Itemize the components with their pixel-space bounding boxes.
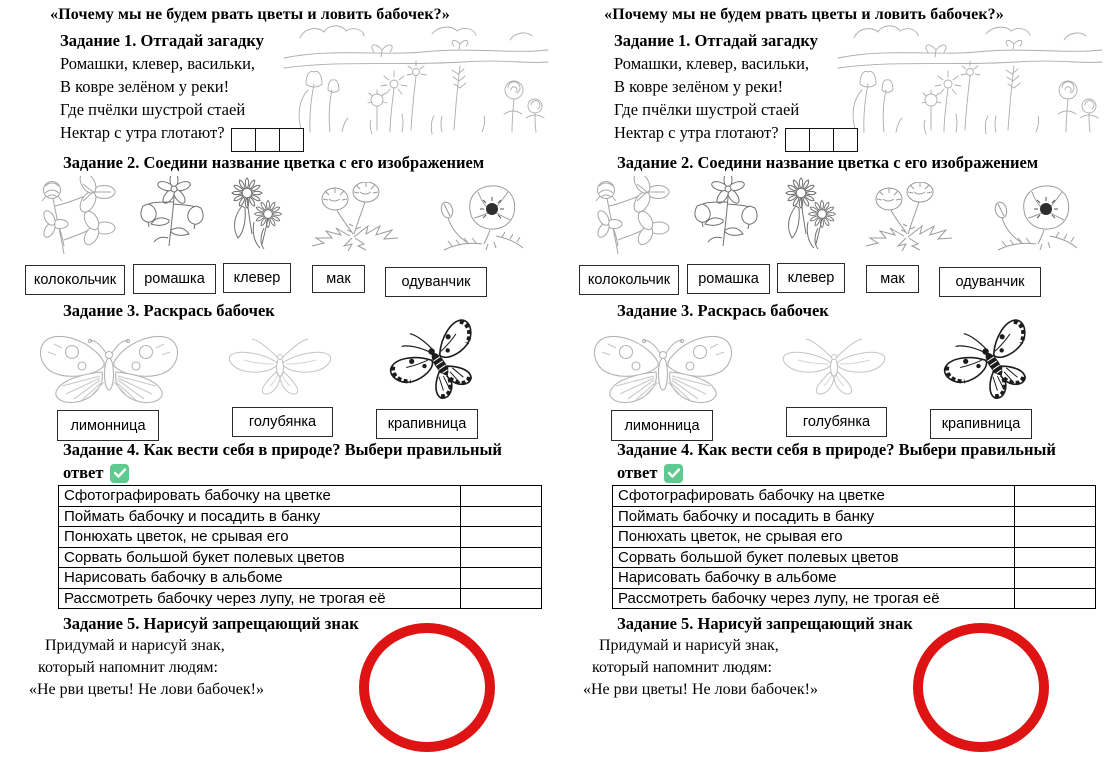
riddle-line: Где пчёлки шустрой стаей [614, 100, 800, 119]
brimstone-butterfly-drawing[interactable] [32, 328, 186, 408]
task5-line: Придумай и нарисуй знак, [45, 637, 225, 654]
label-text: крапивница [941, 416, 1021, 432]
answer-cell[interactable] [834, 129, 857, 151]
label-text: голубянка [802, 414, 871, 430]
task1-riddle [614, 52, 809, 144]
table-row [59, 527, 542, 548]
label-text: лимонница [624, 417, 700, 434]
table-row [613, 588, 1096, 609]
table-row [59, 547, 542, 568]
flower-label-oduvanchik[interactable] [385, 267, 487, 297]
task4-heading [63, 440, 502, 483]
answer-checkbox-cell[interactable] [461, 568, 542, 589]
flower-label-romashka[interactable] [687, 264, 770, 294]
task3-heading: Задание 3. Раскрась бабочек [617, 301, 829, 320]
answer-checkbox-cell[interactable] [1015, 547, 1096, 568]
riddle-line: Нектар с утра глотают? [60, 123, 225, 142]
worksheet-copy [554, 0, 1108, 776]
flower-label-klever[interactable] [777, 263, 845, 293]
behavior-option: Сфотографировать бабочку на цветке [59, 486, 461, 507]
answer-cell[interactable] [256, 129, 280, 151]
checkmark-icon [664, 464, 683, 483]
label-text: одуванчик [401, 274, 471, 290]
bellflower-drawing[interactable] [135, 176, 211, 248]
task3-heading: Задание 3. Раскрась бабочек [63, 301, 275, 320]
task4-table [612, 485, 1096, 609]
behavior-option: Понюхать цветок, не срывая его [59, 527, 461, 548]
flower-label-kolokolchik[interactable] [579, 265, 679, 295]
table-row [613, 506, 1096, 527]
poppy-drawing[interactable] [984, 180, 1080, 252]
label-text: крапивница [387, 416, 467, 432]
flower-label-mak[interactable] [312, 265, 365, 293]
prohibition-circle[interactable] [356, 621, 498, 755]
table-row [613, 568, 1096, 589]
answer-checkbox-cell[interactable] [1015, 506, 1096, 527]
blue-butterfly-drawing[interactable] [778, 336, 890, 402]
task4-heading-line1: Задание 4. Как вести себя в природе? Выбери правильный [63, 440, 502, 459]
flower-label-romashka[interactable] [133, 264, 216, 294]
butterfly-label-limonnitsa [57, 410, 159, 441]
task1-heading: Задание 1. Отгадай загадку [614, 31, 818, 50]
task1-answer-boxes[interactable] [231, 128, 304, 152]
task1-heading: Задание 1. Отгадай загадку [60, 31, 264, 50]
answer-cell[interactable] [810, 129, 834, 151]
task5-line: «Не рви цветы! Не лови бабочек!» [29, 681, 264, 698]
answer-checkbox-cell[interactable] [461, 486, 542, 507]
daisy-drawing[interactable] [224, 176, 286, 250]
behavior-option: Поймать бабочку и посадить в банку [59, 506, 461, 527]
answer-checkbox-cell[interactable] [1015, 588, 1096, 609]
answer-checkbox-cell[interactable] [1015, 527, 1096, 548]
behavior-option: Сорвать большой букет полевых цветов [59, 547, 461, 568]
task4-table [58, 485, 542, 609]
task4-heading-line2: ответ [617, 463, 658, 482]
worksheet-title: «Почему мы не будем рвать цветы и ловить бабочек?» [50, 6, 450, 23]
riddle-line: Ромашки, клевер, васильки, [614, 54, 810, 73]
label-text: голубянка [248, 414, 317, 430]
label-text: лимонница [70, 417, 146, 434]
dandelion-drawing[interactable] [308, 182, 402, 252]
flower-label-oduvanchik[interactable] [939, 267, 1041, 297]
answer-checkbox-cell[interactable] [461, 588, 542, 609]
answer-checkbox-cell[interactable] [461, 527, 542, 548]
label-text: клевер [787, 270, 835, 286]
task5-line: который напомнит людям: [592, 659, 772, 676]
behavior-option: Нарисовать бабочку в альбоме [613, 568, 1015, 589]
butterfly-label-golubyanka [786, 407, 887, 437]
table-row [59, 588, 542, 609]
answer-checkbox-cell[interactable] [461, 506, 542, 527]
task1-riddle [60, 52, 255, 144]
task1-answer-boxes[interactable] [785, 128, 858, 152]
meadow-illustration [836, 22, 1104, 135]
answer-cell[interactable] [232, 129, 256, 151]
label-text: мак [326, 271, 351, 287]
task5-heading: Задание 5. Нарисуй запрещающий знак [617, 614, 913, 633]
bellflower-drawing[interactable] [689, 176, 765, 248]
poppy-drawing[interactable] [430, 180, 526, 252]
flower-label-kolokolchik[interactable] [25, 265, 125, 295]
table-row [613, 486, 1096, 507]
riddle-line: В ковре зелёном у реки! [60, 77, 230, 96]
clover-drawing[interactable] [587, 176, 675, 258]
behavior-option: Поймать бабочку и посадить в банку [613, 506, 1015, 527]
task5-line: Придумай и нарисуй знак, [599, 637, 779, 654]
answer-checkbox-cell[interactable] [1015, 568, 1096, 589]
label-text: мак [880, 271, 905, 287]
task4-heading-line1: Задание 4. Как вести себя в природе? Выбери правильный [617, 440, 1056, 459]
riddle-line: В ковре зелёном у реки! [614, 77, 784, 96]
answer-cell[interactable] [786, 129, 810, 151]
answer-checkbox-cell[interactable] [1015, 486, 1096, 507]
table-row [59, 486, 542, 507]
task2-heading: Задание 2. Соедини название цветка с его изображением [617, 153, 1039, 172]
meadow-illustration [282, 22, 550, 135]
task4-heading [617, 440, 1056, 483]
table-row [613, 547, 1096, 568]
prohibition-circle[interactable] [910, 621, 1052, 755]
butterfly-label-krapivnitsa [376, 409, 478, 439]
butterfly-label-golubyanka [232, 407, 333, 437]
flower-label-mak[interactable] [866, 265, 919, 293]
label-text: клевер [233, 270, 281, 286]
brimstone-butterfly-drawing[interactable] [586, 328, 740, 408]
label-text: колокольчик [587, 272, 671, 288]
behavior-option: Рассмотреть бабочку через лупу, не трогая её [59, 588, 461, 609]
tortoiseshell-butterfly-drawing[interactable] [388, 312, 492, 416]
clover-drawing[interactable] [33, 176, 121, 258]
tortoiseshell-butterfly-drawing[interactable] [942, 312, 1046, 416]
label-text: ромашка [144, 271, 205, 287]
daisy-drawing[interactable] [778, 176, 840, 250]
task2-heading: Задание 2. Соедини название цветка с его изображением [63, 153, 485, 172]
checkmark-icon [110, 464, 129, 483]
worksheet-title: «Почему мы не будем рвать цветы и ловить бабочек?» [604, 6, 1004, 23]
label-text: ромашка [698, 271, 759, 287]
behavior-option: Сорвать большой букет полевых цветов [613, 547, 1015, 568]
label-text: колокольчик [33, 272, 117, 288]
answer-cell[interactable] [280, 129, 303, 151]
riddle-line: Ромашки, клевер, васильки, [60, 54, 256, 73]
task5-line: «Не рви цветы! Не лови бабочек!» [583, 681, 818, 698]
table-row [613, 527, 1096, 548]
riddle-line: Нектар с утра глотают? [614, 123, 779, 142]
butterfly-label-limonnitsa [611, 410, 713, 441]
dandelion-drawing[interactable] [862, 182, 956, 252]
task4-heading-line2: ответ [63, 463, 104, 482]
task5-heading: Задание 5. Нарисуй запрещающий знак [63, 614, 359, 633]
table-row [59, 568, 542, 589]
answer-checkbox-cell[interactable] [461, 547, 542, 568]
behavior-option: Рассмотреть бабочку через лупу, не трогая её [613, 588, 1015, 609]
behavior-option: Понюхать цветок, не срывая его [613, 527, 1015, 548]
behavior-option: Сфотографировать бабочку на цветке [613, 486, 1015, 507]
label-text: одуванчик [955, 274, 1025, 290]
behavior-option: Нарисовать бабочку в альбоме [59, 568, 461, 589]
butterfly-label-krapivnitsa [930, 409, 1032, 439]
riddle-line: Где пчёлки шустрой стаей [60, 100, 246, 119]
flower-label-klever[interactable] [223, 263, 291, 293]
task5-line: который напомнит людям: [38, 659, 218, 676]
blue-butterfly-drawing[interactable] [224, 336, 336, 402]
table-row [59, 506, 542, 527]
